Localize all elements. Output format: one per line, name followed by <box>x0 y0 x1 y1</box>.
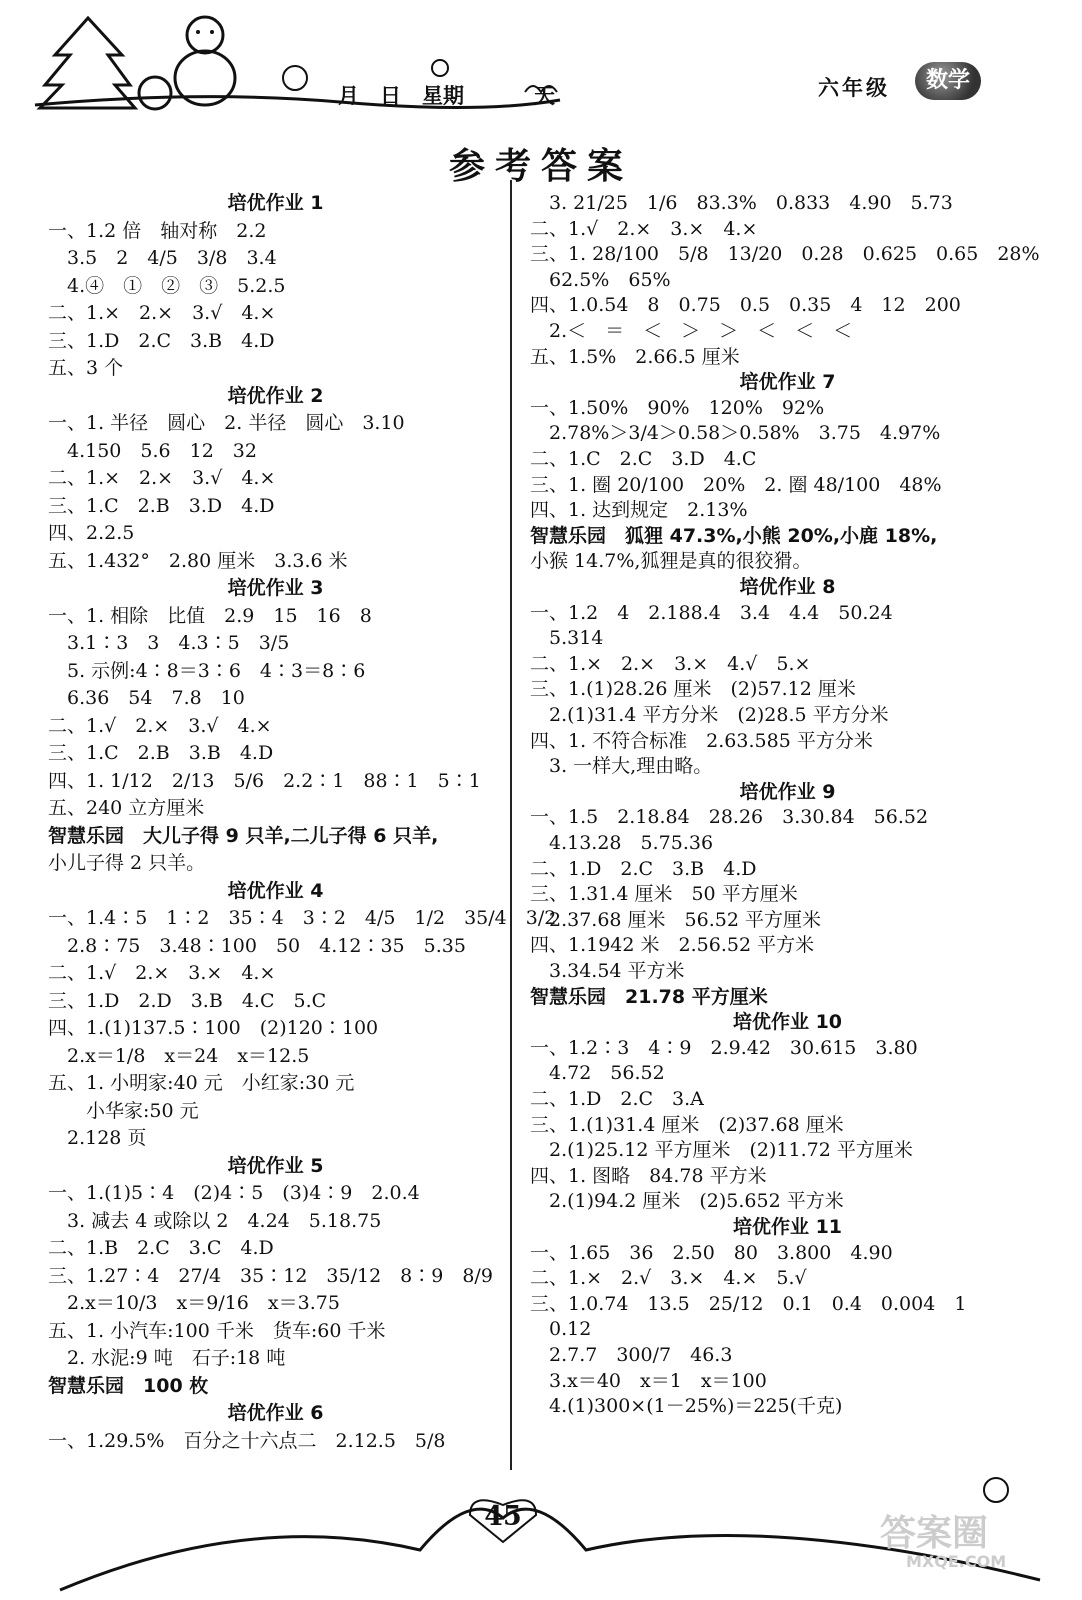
answer-line: 一、1.(1)5∶4 (2)4∶5 (3)4∶9 2.0.4 <box>48 1182 420 1204</box>
answer-line: 2.7.7 300/7 46.3 <box>530 1344 733 1366</box>
answer-line: 四、1. 图略 84.78 平方米 <box>530 1164 767 1187</box>
answer-line: 四、1. 达到规定 2.13% <box>530 499 748 522</box>
page-number: 45 <box>484 1501 522 1532</box>
answer-line: 一、1.5 2.18.84 28.26 3.30.84 56.52 <box>530 806 929 829</box>
answer-line: 二、1.× 2.√ 3.× 4.× 5.√ <box>530 1267 807 1290</box>
answer-line: 2.x＝1/8 x＝24 x＝12.5 <box>48 1044 310 1067</box>
answer-line: 一、1.2 倍 轴对称 2.2 <box>48 219 267 242</box>
answer-line: 三、1.D 2.D 3.B 4.C 5.C <box>48 989 327 1012</box>
answer-line: 4.150 5.6 12 32 <box>48 439 257 462</box>
answer-line: 智慧乐园 狐狸 47.3%,小熊 20%,小鹿 18%, <box>530 524 938 547</box>
answer-line: 三、1. 圈 20/100 20% 2. 圈 48/100 48% <box>530 473 942 496</box>
answer-line: 一、1. 相除 比值 2.9 15 16 8 <box>48 604 372 627</box>
answer-line: 智慧乐园 21.78 平方厘米 <box>530 985 768 1008</box>
answer-line: 4.(1)300×(1－25%)＝225(千克) <box>530 1395 843 1418</box>
answer-line: 6.36 54 7.8 10 <box>48 687 245 709</box>
answer-line: 5. 示例:4∶8＝3∶6 4∶3＝8∶6 <box>48 659 366 682</box>
answer-line: 二、1.√ 2.× 3.× 4.× <box>530 217 758 240</box>
answer-line: 2.＜ ＝ ＜ ＞ ＞ ＜ ＜ ＜ <box>530 320 853 342</box>
answer-line: 2.78%＞3/4＞0.58＞0.58% 3.75 4.97% <box>530 422 941 445</box>
answer-line: 3.5 2 4/5 3/8 3.4 <box>48 247 277 269</box>
answer-line: 四、1.1942 米 2.56.52 平方米 <box>530 934 815 957</box>
answer-line: 一、1.4∶5 1∶2 35∶4 3∶2 4/5 1/2 35/4 3/2 <box>48 907 557 929</box>
answer-line: 一、1.50% 90% 120% 92% <box>530 396 825 419</box>
answer-line: 智慧乐园 大儿子得 9 只羊,二儿子得 6 只羊, <box>48 824 439 847</box>
answer-line: 五、240 立方厘米 <box>48 797 205 819</box>
answer-line: 二、1.C 2.C 3.D 4.C <box>530 448 757 470</box>
answer-line: 二、1.√ 2.× 3.× 4.× <box>48 962 276 984</box>
answer-line: 三、1.D 2.C 3.B 4.D <box>48 329 275 352</box>
answer-line: 五、1.432° 2.80 厘米 3.3.6 米 <box>48 549 348 572</box>
answer-line: 2.128 页 <box>48 1127 147 1149</box>
date-label: 月 日 星期 天 <box>338 84 555 108</box>
answer-line: 一、1.2∶3 4∶9 2.9.42 30.615 3.80 <box>530 1036 918 1059</box>
answer-line: 2. 水泥:9 吨 石子:18 吨 <box>48 1347 286 1369</box>
answer-line: 一、1. 半径 圆心 2. 半径 圆心 3.10 <box>48 412 405 434</box>
answer-line: 二、1.× 2.× 3.√ 4.× <box>48 302 276 324</box>
answer-line: 2.8∶75 3.48∶100 50 4.12∶35 5.35 <box>48 934 466 957</box>
page-title: 参考答案 <box>448 145 633 187</box>
answer-line: 3.1∶3 3 4.3∶5 3/5 <box>48 632 290 654</box>
section-heading: 培优作业 1 <box>227 192 324 214</box>
answer-line: 2.x＝10/3 x＝9/16 x＝3.75 <box>48 1292 340 1314</box>
answer-line: 3. 21/25 1/6 83.3% 0.833 4.90 5.73 <box>530 192 953 214</box>
answer-line: 2.37.68 厘米 56.52 平方厘米 <box>530 908 821 931</box>
answer-line: 一、1.65 36 2.50 80 3.800 4.90 <box>530 1241 893 1264</box>
answer-line: 一、1.29.5% 百分之十六点二 2.12.5 5/8 <box>48 1429 446 1452</box>
answer-line: 3.34.54 平方米 <box>530 960 685 982</box>
grade-label: 六年级 <box>818 76 890 100</box>
section-heading: 培优作业 3 <box>227 577 324 599</box>
answer-line: 四、2.2.5 <box>48 522 135 544</box>
answer-line: 5.314 <box>530 627 604 650</box>
answer-line: 4.13.28 5.75.36 <box>530 832 714 854</box>
section-heading: 培优作业 11 <box>732 1216 843 1238</box>
answer-line: 小猴 14.7%,狐狸是真的很狡猾。 <box>530 550 812 573</box>
answer-line: 三、1.27∶4 27/4 35∶12 35/12 8∶9 8/9 <box>48 1264 493 1287</box>
answer-line: 三、1.0.74 13.5 25/12 0.1 0.4 0.004 1 <box>530 1292 967 1315</box>
answer-line: 2.(1)94.2 厘米 (2)5.652 平方米 <box>530 1190 844 1213</box>
answer-line: 3. 减去 4 或除以 2 4.24 5.18.75 <box>48 1209 382 1232</box>
answer-line: 二、1.× 2.× 3.× 4.√ 5.× <box>530 652 811 675</box>
answer-line: 小华家:50 元 <box>48 1099 199 1122</box>
answer-line: 3. 一样大,理由略。 <box>530 755 713 778</box>
section-heading: 培优作业 8 <box>739 576 836 598</box>
answer-line: 四、1. 1/12 2/13 5/6 2.2∶1 88∶1 5∶1 <box>48 769 481 792</box>
answer-line: 2.(1)31.4 平方分米 (2)28.5 平方分米 <box>530 704 889 726</box>
answer-line: 二、1.B 2.C 3.C 4.D <box>48 1237 274 1259</box>
section-heading: 培优作业 6 <box>227 1402 324 1424</box>
answer-line: 三、1.C 2.B 3.D 4.D <box>48 494 275 517</box>
answer-line: 三、1.(1)31.4 厘米 (2)37.68 厘米 <box>530 1113 844 1136</box>
answer-line: 四、1.0.54 8 0.75 0.5 0.35 4 12 200 <box>530 294 961 317</box>
watermark: 答案圈 <box>880 1513 989 1554</box>
page-header <box>0 0 1082 125</box>
answer-line: 三、1.31.4 厘米 50 平方厘米 <box>530 883 798 906</box>
answer-line: 三、1.(1)28.26 厘米 (2)57.12 厘米 <box>530 678 856 701</box>
answer-line: 4.④ ① ② ③ 5.2.5 <box>48 274 286 297</box>
subject-badge: 数学 <box>915 62 981 100</box>
answer-line: 五、1.5% 2.66.5 厘米 <box>530 345 740 368</box>
section-heading: 培优作业 2 <box>227 384 324 407</box>
answer-line: 五、1. 小汽车:100 千米 货车:60 千米 <box>48 1319 386 1342</box>
answer-line: 二、1.× 2.× 3.√ 4.× <box>48 467 276 489</box>
answer-line: 二、1.D 2.C 3.A <box>530 1088 704 1110</box>
answer-line: 一、1.2 4 2.188.4 3.4 4.4 50.24 <box>530 601 893 624</box>
section-heading: 培优作业 7 <box>739 371 836 394</box>
answer-line: 智慧乐园 100 枚 <box>48 1374 209 1397</box>
answer-line: 四、1.(1)137.5∶100 (2)120∶100 <box>48 1017 379 1039</box>
answer-line: 4.72 56.52 <box>530 1062 665 1085</box>
section-heading: 培优作业 5 <box>227 1154 324 1177</box>
answer-line: 二、1.D 2.C 3.B 4.D <box>530 857 757 880</box>
answer-line: 三、1.C 2.B 3.B 4.D <box>48 742 274 764</box>
answer-line: 2.(1)25.12 平方厘米 (2)11.72 平方厘米 <box>530 1139 913 1162</box>
watermark-url: MXQE.COM <box>906 1552 1007 1571</box>
answer-line: 二、1.√ 2.× 3.√ 4.× <box>48 714 272 737</box>
answer-line: 0.12 <box>530 1318 592 1341</box>
column-divider <box>510 180 512 1470</box>
section-heading: 培优作业 4 <box>227 879 324 902</box>
section-heading: 培优作业 9 <box>739 780 836 803</box>
answer-line: 3.x＝40 x＝1 x＝100 <box>530 1369 767 1392</box>
section-heading: 培优作业 10 <box>732 1011 843 1034</box>
answer-line: 五、3 个 <box>48 357 124 379</box>
answer-line: 四、1. 不符合标准 2.63.585 平方分米 <box>530 729 873 752</box>
answer-line: 三、1. 28/100 5/8 13/20 0.28 0.625 0.65 28% <box>530 243 1040 266</box>
answer-line: 62.5% 65% <box>530 268 671 291</box>
answer-line: 小儿子得 2 只羊。 <box>48 852 206 874</box>
answer-line: 五、1. 小明家:40 元 小红家:30 元 <box>48 1072 355 1094</box>
